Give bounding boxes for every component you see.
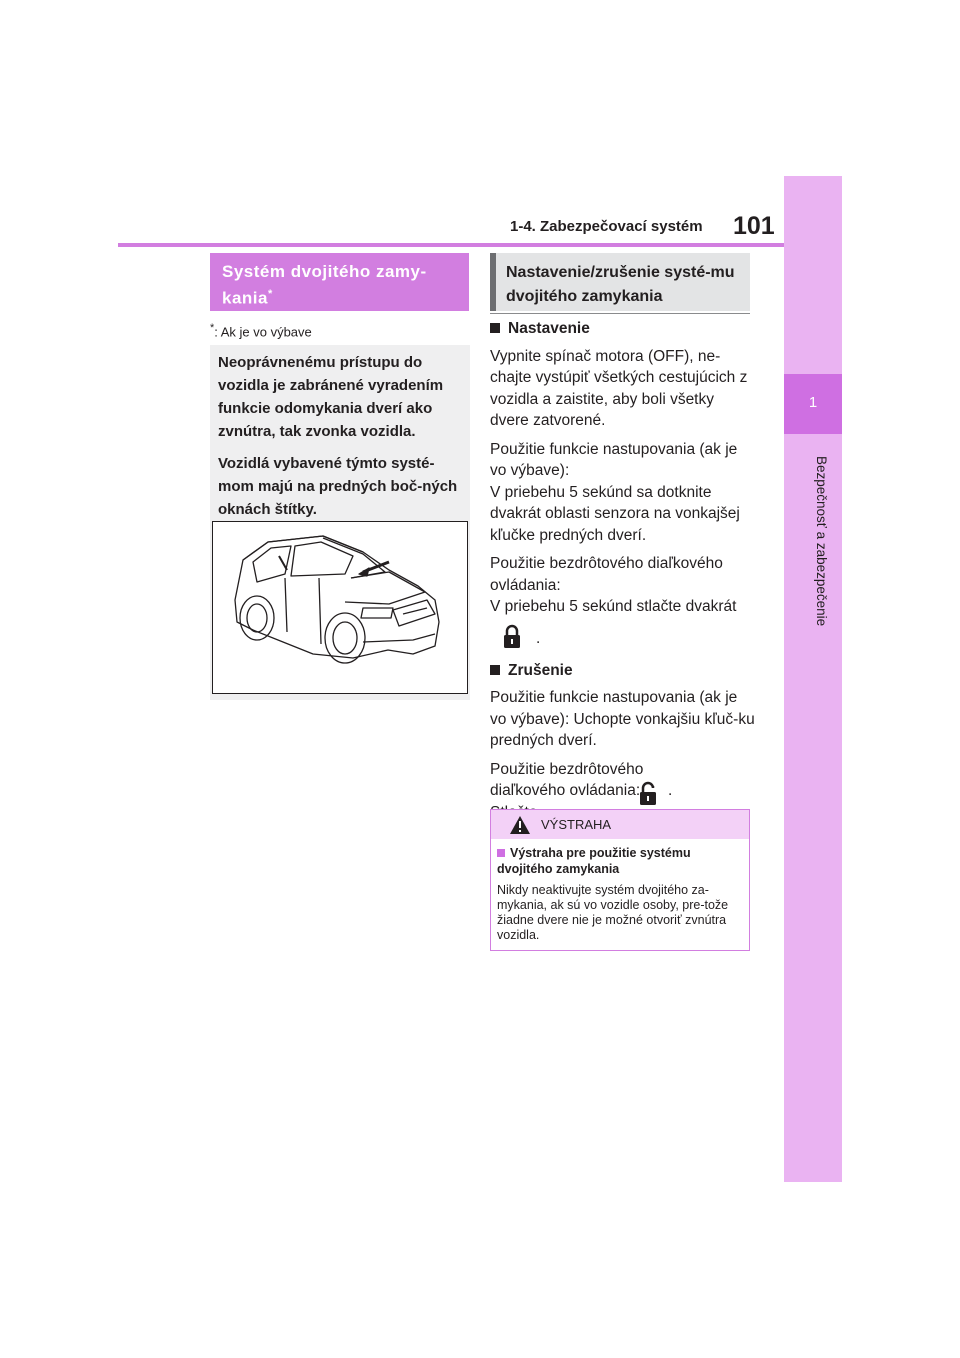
header-divider	[118, 243, 784, 247]
chapter-side-tab	[784, 176, 842, 1182]
setting-entry-label: Použitie funkcie nastupovania (ak je vo výbave):	[490, 440, 738, 479]
setting-remote-label: Použitie bezdrôtového diaľkového ovládania:	[490, 555, 723, 594]
car-illustration	[212, 521, 468, 694]
section-heading-setting: Nastavenie/zrušenie systé-mu dvojitého zamykania	[490, 253, 750, 311]
intro-text	[218, 351, 466, 530]
setting-paragraph-1: Vypnite spínač motora (OFF), ne-chajte vystúpiť všetkých cestujúcich z vozidla a zaistite, aby boli všetky dvere zatvorené.	[490, 347, 748, 429]
subheading-cancel-text: Zrušenie	[508, 661, 573, 679]
period: .	[536, 629, 541, 647]
footnote-asterisk: *	[210, 322, 215, 334]
warning-header	[491, 810, 749, 839]
chapter-title-vertical: Bezpečnosť a zabezpečenie	[814, 456, 829, 627]
cancel-paragraph-1: Použitie funkcie nastupovania (ak je vo výbave): Uchopte vonkajšiu kľuč-ku predných dverí.	[490, 689, 755, 749]
setting-paragraph-3	[490, 553, 755, 618]
lock-icon-line	[490, 622, 755, 652]
period: .	[668, 781, 673, 799]
intro-paragraph-2: Vozidlá vybavené týmto systé-mom majú na predných boč-ných oknách štítky.	[218, 455, 458, 518]
cancel-remote-text: Použitie bezdrôtového diaľkového ovládania:	[490, 760, 644, 799]
subheading-setting-text: Nastavenie	[508, 320, 590, 337]
square-bullet-icon	[490, 323, 500, 333]
warning-text: Nikdy neaktivujte systém dvojitého za-mykania, ak sú vo vozidle osoby, pre-tože žiadne dvere nie je možné otvoriť zvnútra vozidla.	[497, 883, 729, 942]
car-illustration-icon	[213, 522, 467, 693]
heading-asterisk: *	[267, 288, 273, 300]
subheading-setting	[490, 318, 755, 340]
warning-subtitle	[497, 845, 742, 877]
setting-entry-text: V priebehu 5 sekúnd sa dotknite dvakrát oblasti senzora na vonkajšej kľučke predných dverí.	[490, 483, 740, 544]
footnote	[210, 322, 312, 339]
section-title: 1-4. Zabezpečovací systém	[510, 218, 703, 235]
setting-instructions	[490, 318, 755, 830]
footnote-text: : Ak je vo výbave	[214, 324, 312, 340]
warning-box	[490, 809, 750, 951]
setting-remote-text: V priebehu 5 sekúnd stlačte dvakrát	[490, 598, 737, 615]
intro-box	[210, 345, 470, 700]
square-bullet-icon	[490, 665, 500, 675]
lock-button-icon	[502, 624, 522, 650]
setting-paragraph-2	[490, 439, 755, 547]
warning-title: VÝSTRAHA	[541, 817, 612, 832]
square-bullet-icon	[497, 849, 505, 857]
heading-underline	[490, 313, 750, 314]
intro-paragraph-1: Neoprávnenému prístupu do vozidla je zabránené vyradením funkcie odomykania dverí ako zvnútra, tak zvonka vozidla.	[218, 354, 444, 440]
warning-triangle-icon	[509, 815, 531, 835]
subheading-cancel	[490, 660, 755, 682]
page-number: 101	[733, 212, 775, 240]
heading-text: Systém dvojitého zamy-kania	[222, 262, 427, 308]
section-heading-double-lock	[210, 253, 469, 311]
warning-subtitle-text: Výstraha pre použitie systému dvojitého zamykania	[497, 846, 691, 876]
chapter-number: 1	[808, 394, 818, 411]
unlock-button-icon	[638, 781, 658, 807]
